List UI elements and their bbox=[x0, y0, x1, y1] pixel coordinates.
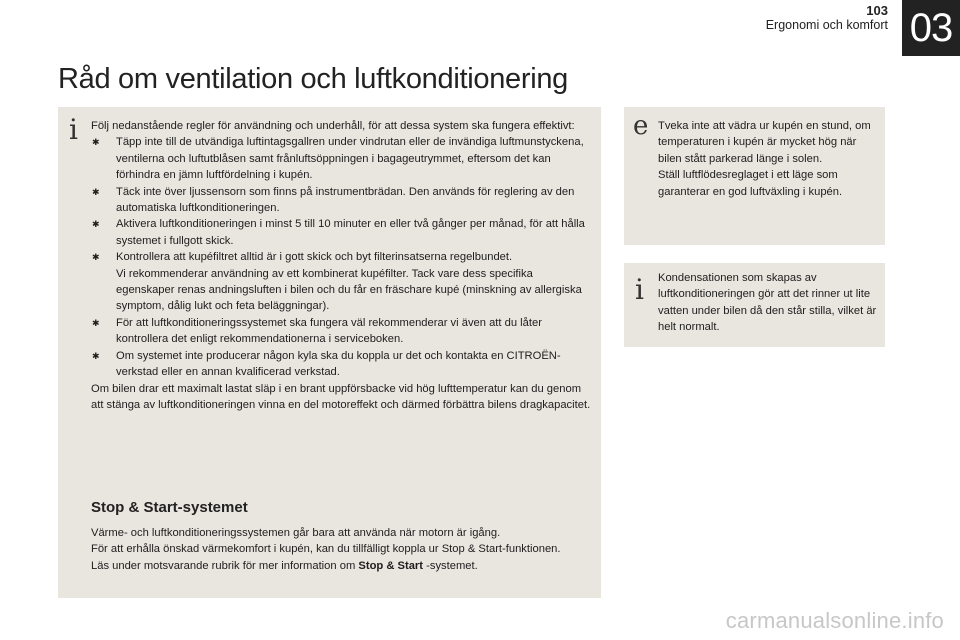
section-label: Ergonomi och komfort bbox=[765, 18, 888, 32]
stop-start-heading: Stop & Start-systemet bbox=[91, 499, 248, 516]
bullet-icon: ✱ bbox=[92, 350, 100, 361]
bullet-text: Aktivera luftkonditioneringen i minst 5 till 10 minuter en eller två gånger per månad, för att hålla systemet i fullgott skick. bbox=[116, 218, 585, 247]
stop-start-line-3-suffix: -systemet. bbox=[423, 559, 478, 572]
main-body bbox=[91, 118, 591, 413]
page-number: 103 bbox=[866, 3, 888, 18]
closing-text: Om bilen drar ett maximalt lastat släp i en brant uppförsbacke vid hög lufttemperatur kan du genom att stänga av luftkonditioneringen vinna en del motoreffekt och därmed förbättra bilens dragkapacitet. bbox=[91, 382, 591, 411]
list-item bbox=[91, 216, 591, 249]
list-item bbox=[91, 348, 591, 381]
intro-text: Följ nedanstående regler för användning och underhåll, för att dessa system ska fungera effektivt: bbox=[91, 120, 575, 132]
bullet-icon: ✱ bbox=[92, 219, 100, 230]
bullet-icon: ✱ bbox=[92, 252, 100, 263]
list-item bbox=[91, 315, 591, 348]
bullet-text: Täpp inte till de utvändiga luftintagsgallren under vindrutan eller de invändiga luftmunstyckena, ventilerna och luftutblåsen samt frånluftsöppningen i bagageutrymmet, eftersom det kan förhindra en jämn luftfördelning i kupén. bbox=[116, 136, 584, 182]
bullet-text: Kontrollera att kupéfiltret alltid är i gott skick och byt filterinsatserna regelbundet. Vi rekommenderar användning av ett kombinerat kupéfilter. Tack vare dess specifika egenskaper renas andningsluften i bilen och du får en fräschare kupé (minskning av allergiska symptom, dålig lukt och feta beläggningar). bbox=[116, 251, 582, 313]
tip-panel bbox=[624, 107, 885, 245]
eco-e-icon: e bbox=[633, 111, 649, 141]
bullet-text: Om systemet inte producerar någon kyla ska du koppla ur det och kontakta en CITROËN-verkstad eller en annan kvalificerad verkstad. bbox=[116, 349, 561, 379]
watermark: carmanualsonline.info bbox=[725, 608, 944, 633]
stop-start-body bbox=[91, 525, 571, 574]
info-panel bbox=[624, 263, 885, 347]
stop-start-line-1: Värme- och luftkonditioneringssystemen går bara att använda när motorn är igång. bbox=[91, 527, 501, 539]
stop-start-line-2: För att erhålla önskad värmekomfort i kupén, kan du tillfälligt koppla ur Stop & Start-funktionen. bbox=[91, 543, 561, 556]
list-item bbox=[91, 184, 591, 217]
stop-start-line-3-prefix: Läs under motsvarande rubrik för mer information om bbox=[91, 559, 359, 572]
bullet-list bbox=[91, 134, 591, 380]
info-i-icon: i bbox=[635, 273, 644, 306]
main-panel bbox=[58, 107, 601, 598]
tip-text: Tveka inte att vädra ur kupén en stund, om temperaturen i kupén är mycket hög när bilen stått parkerad länge i solen. Ställ luftflödesreglaget i ett läge som garanterar en god luftväxling i kupén. bbox=[658, 120, 871, 198]
bullet-text: Täck inte över ljussensorn som finns på instrumentbrädan. Den används för reglering av den automatiska luftkonditioneringen. bbox=[116, 185, 575, 215]
bullet-icon: ✱ bbox=[92, 137, 100, 148]
bullet-icon: ✱ bbox=[92, 317, 100, 328]
chapter-tab: 03 bbox=[902, 0, 960, 56]
bullet-icon: ✱ bbox=[92, 186, 100, 197]
list-item bbox=[91, 249, 591, 315]
info-i-icon: i bbox=[69, 113, 78, 146]
stop-start-reference: Stop & Start bbox=[358, 559, 424, 572]
stop-start-line-3 bbox=[91, 558, 571, 574]
bullet-text: För att luftkonditioneringssystemet ska fungera väl rekommenderar vi även att du låter kontrollera det enligt rekommendationerna i serviceboken. bbox=[116, 316, 542, 346]
page-title: Råd om ventilation och luftkonditionering bbox=[58, 63, 569, 95]
list-item bbox=[91, 134, 591, 183]
info-text: Kondensationen som skapas av luftkonditioneringen gör att det rinner ut lite vatten under bilen då den står stilla, vilket är helt normalt. bbox=[658, 272, 877, 334]
